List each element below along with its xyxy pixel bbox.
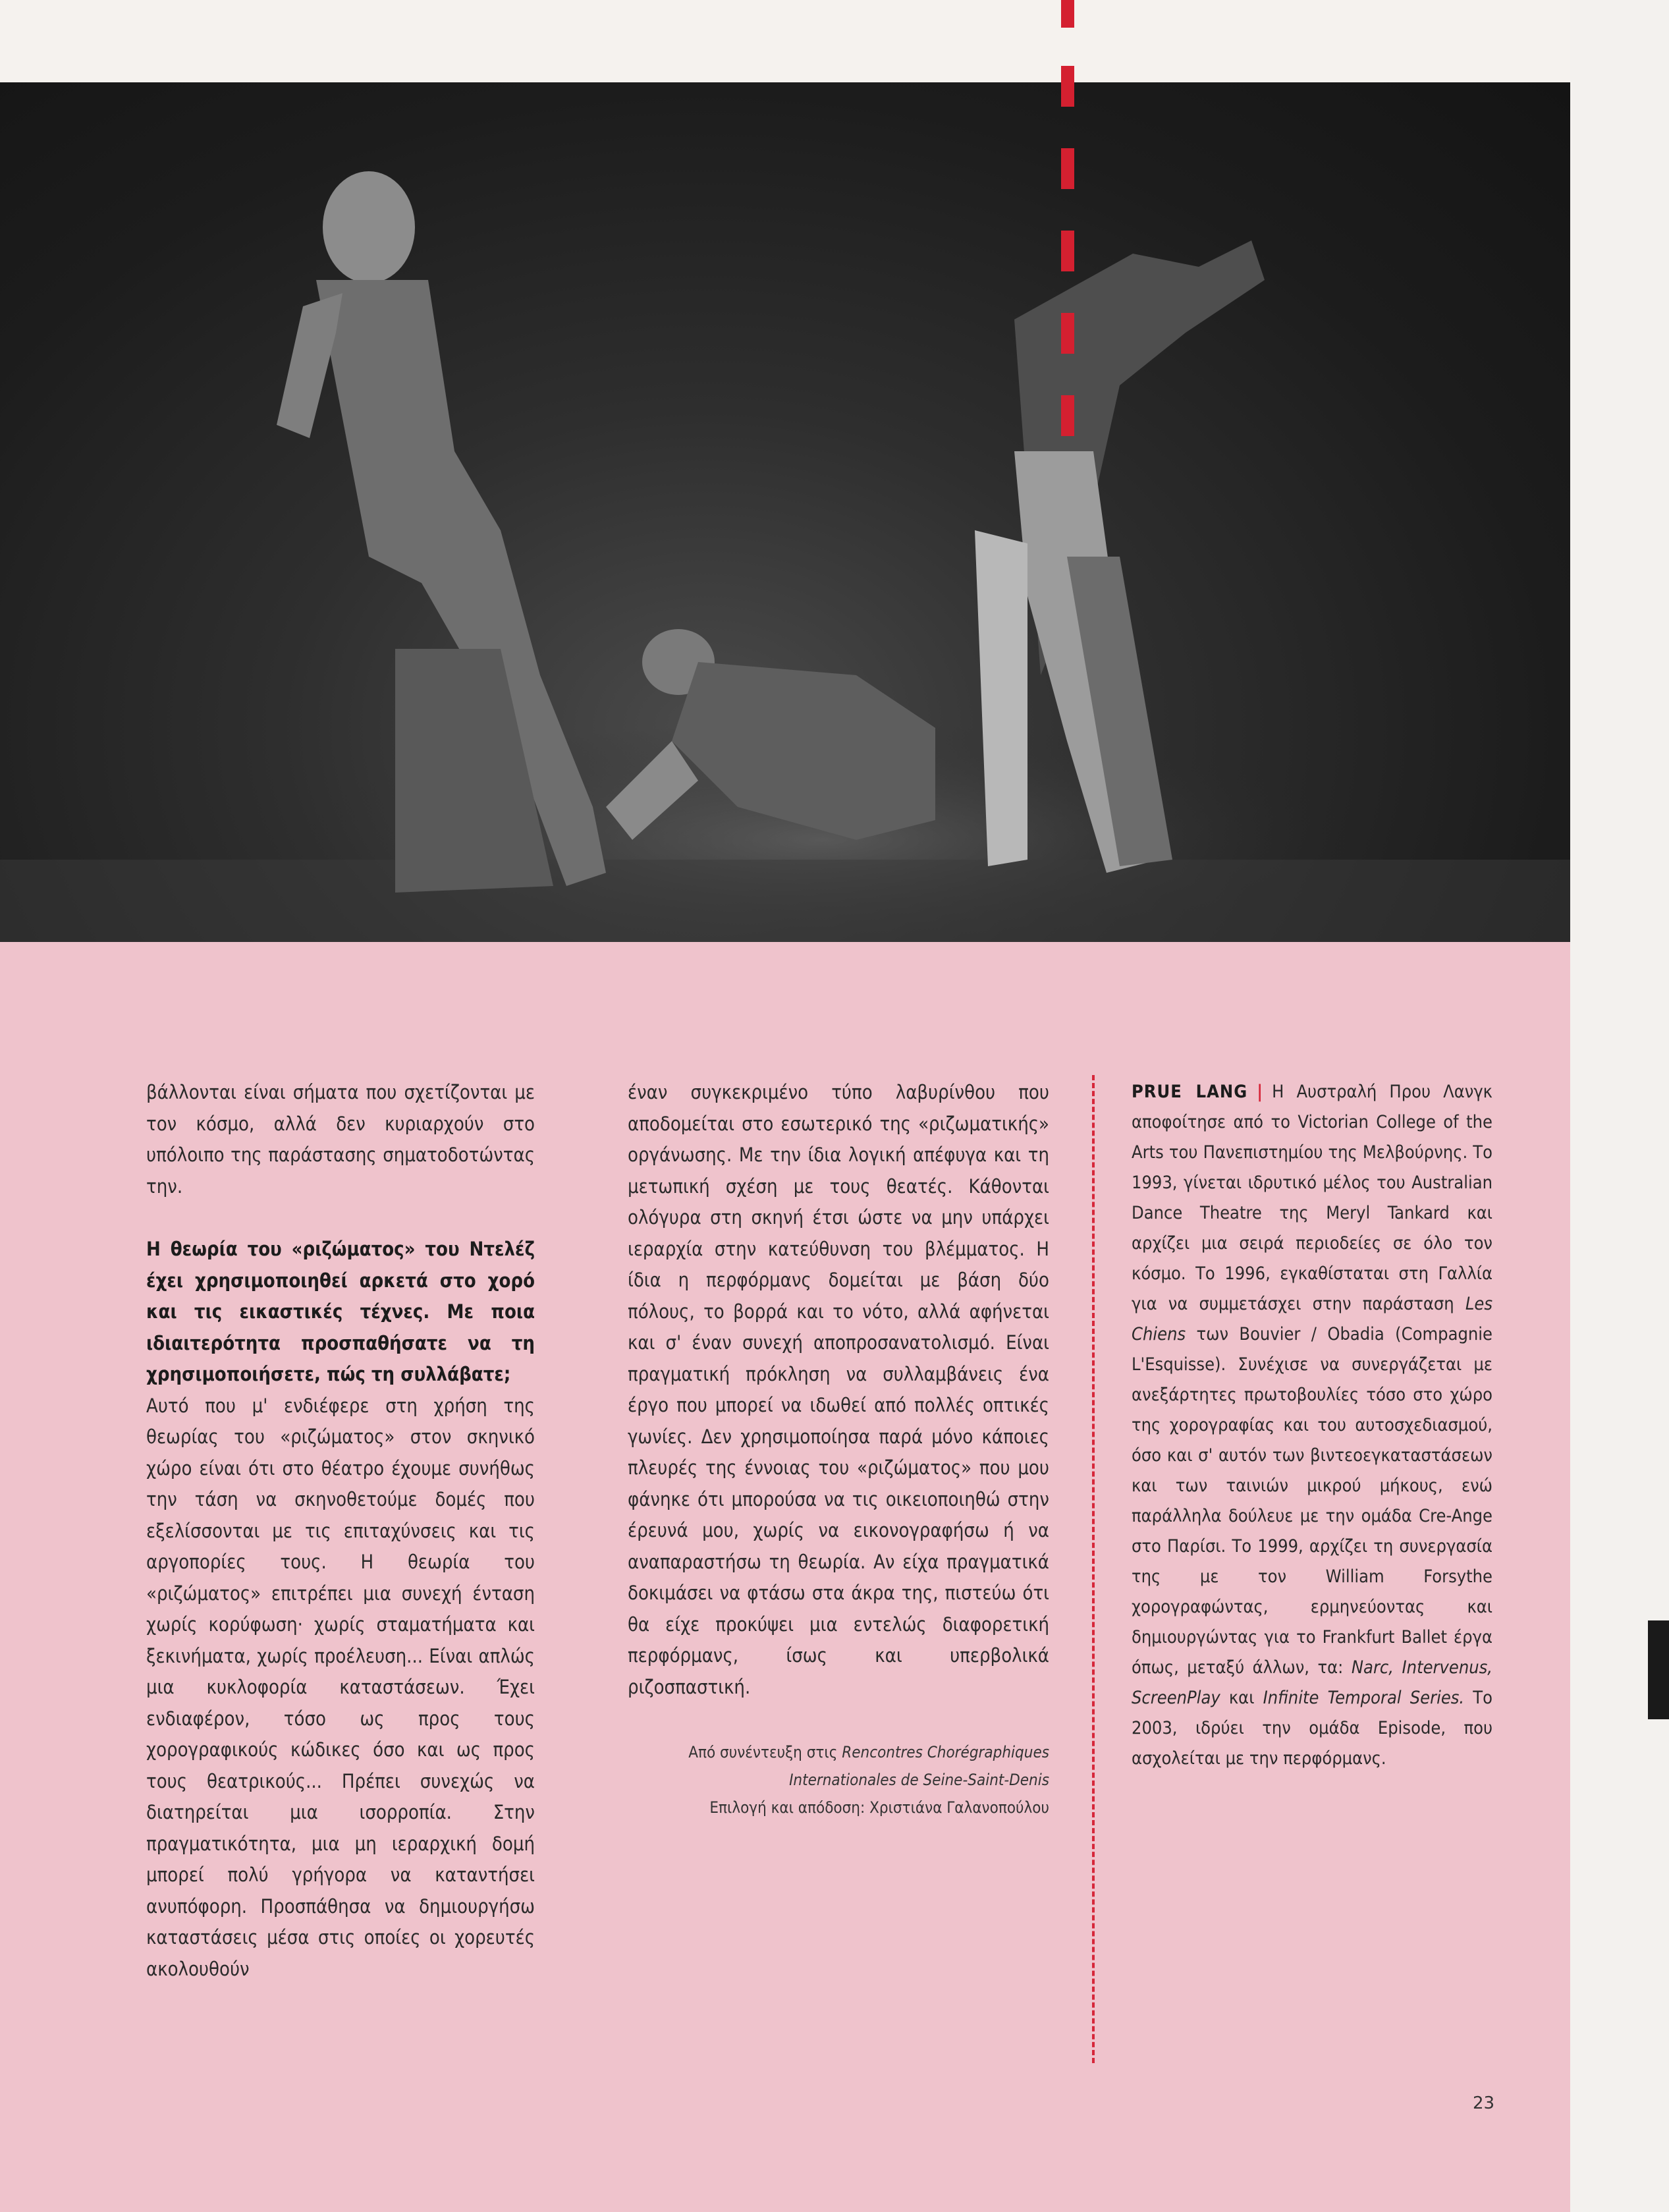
- text-column-1: [146, 1077, 535, 1985]
- bio-separator: |: [1257, 1082, 1263, 1102]
- bio-name: PRUE LANG: [1132, 1082, 1248, 1102]
- bio-paragraph: [1132, 1077, 1492, 1774]
- red-dash-segment: [1061, 313, 1074, 354]
- bio-column: [1132, 1077, 1492, 1774]
- source-credit: [628, 1738, 1049, 1821]
- bio-work: Infinite Temporal Series.: [1263, 1688, 1465, 1708]
- text-column-2: [628, 1077, 1049, 1821]
- bio-text: των Bouvier / Obadia (Compagnie L'Esquisse). Συνέχισε να συνεργάζεται με ανεξάρτητες πρωτοβουλίες τόσο στο χώρο της χορογραφίας και του αυτοσχεδιασμού, όσο και σ' αυτόν των βιντεοεγκαταστάσεων και των ταινιών μικρού μήκους, ενώ παράλληλα δούλευε με την ομάδα Cre-Ange στο Παρίσι. Το 1999, αρχίζει τη συνεργασία της με τον William Forsythe χορογραφώντας, ερμηνεύοντας και δημιουργώντας για το Frankfurt Ballet έργα όπως, μεταξύ άλλων, τα:: [1132, 1324, 1492, 1678]
- dance-photo: [0, 82, 1570, 942]
- interview-question: Η θεωρία του «ριζώματος» του Ντελέζ έχει χρησιμοποιηθεί αρκετά στο χορό και τις εικαστικές τέχνες. Με ποια ιδιαιτερότητα προσπαθήσατε να τη χρησιμοποιήσετε, πώς τη συλλάβατε;: [146, 1238, 535, 1385]
- red-dash-segment: [1061, 395, 1074, 436]
- red-dash-segment: [1061, 148, 1074, 189]
- bio-work: Les Chiens: [1132, 1294, 1492, 1344]
- paragraph: έναν συγκεκριμένο τύπο λαβυρίνθου που αποδομείται στο εσωτερικό της «ριζωματικής» οργάνωσης. Με την ίδια λογική απέφυγα και τη μετωπική σχέση με τους θεατές. Κάθονται ολόγυρα στη σκηνή έτσι ώστε να μην υπάρχει ιεραρχία στην κατεύθυνση του βλέμματος. Η ίδια η περφόρμανς δομείται με βάση δύο πόλους, το βορρά και το νότο, αλλά αφήνεται και σ' έναν συνεχή αποπροσανατολισμό. Είναι πραγματική πρόκληση να συλλαμβάνεις ένα έργο που μπορεί να ιδωθεί από πολλές οπτικές γωνίες. Δεν χρησιμοποίησα παρά μόνο κάποιες πλευρές της έννοιας του «ριζώματος» που μου φάνηκε ότι μπορούσα να τις οικειοποιηθώ στην έρευνά μου, χωρίς να εικονογραφήσω ή να αναπαραστήσω τη θεωρία. Αν είχα πραγματικά δοκιμάσει να φτάσω στα άκρα της, πιστεύω ότι θα είχε προκύψει μια εντελώς διαφορετική περφόρμανς, ίσως και υπερβολικά ριζοσπαστική.: [628, 1081, 1049, 1698]
- page-edge-tab: [1648, 1620, 1669, 1719]
- bio-text: και: [1220, 1688, 1263, 1708]
- dance-photo-illustration: [0, 82, 1570, 942]
- red-dash-segment: [1061, 0, 1074, 28]
- bio-works: Narc, Intervenus, ScreenPlay: [1132, 1657, 1492, 1708]
- bio-text: Το 2003, ιδρύει την ομάδα Episode, που ασχολείται με την περφόρμανς.: [1132, 1688, 1492, 1769]
- bio-text: Η Αυστραλή Πρου Λανγκ αποφοίτησε από το Victorian College of the Arts του Πανεπιστημίου της Μελβούρνης. Το 1993, γίνεται ιδρυτικό μέλος του Australian Dance Theatre της Meryl Tankard και αρχίζει μια σειρά περιοδείες σε όλο τον κόσμο. Το 1996, εγκαθίσταται στη Γαλλία για να συμμετάσχει στην παράσταση: [1132, 1082, 1492, 1314]
- paragraph: Αυτό που μ' ενδιέφερε στη χρήση της θεωρίας του «ριζώματος» στον σκηνικό χώρο είναι ότι στο θέατρο έχουμε συνήθως την τάση να σκηνοθετούμε δομές που εξελίσσονται με τις επιταχύνσεις και τις αργοπορίες τους. Η θεωρία του «ριζώματος» επιτρέπει μια συνεχή ένταση χωρίς κορύφωση· χωρίς σταματήματα και ξεκινήματα, χωρίς προέλευση... Είναι απλώς μια κυκλοφορία καταστάσεων. Έχει ενδιαφέρον, τόσο ως προς τους χορογραφικούς κώδικες όσο και ως προς τους θεατρικούς... Πρέπει συνεχώς να διατηρείται μια ισορροπία. Στην πραγματικότητα, μια μη ιεραρχική δομή μπορεί πολύ γρήγορα να καταντήσει ανυπόφορη. Προσπάθησα να δημιουργήσω καταστάσεις μέσα στις οποίες οι χορευτές ακολουθούν: [146, 1394, 535, 1980]
- dashed-divider: [1092, 1075, 1095, 2063]
- red-dash-segment: [1061, 231, 1074, 271]
- red-dash-segment: [1061, 66, 1074, 107]
- credit-prefix: Από συνέντευξη στις: [688, 1743, 842, 1761]
- credit-event: Rencontres Chorégraphiques Internationales de Seine-Saint-Denis: [789, 1743, 1049, 1789]
- page-edge: [1570, 0, 1669, 2212]
- page-number: 23: [1473, 2093, 1495, 2113]
- paragraph: βάλλονται είναι σήματα που σχετίζονται με τον κόσμο, αλλά δεν κυριαρχούν στο υπόλοιπο της παράστασης σηματοδοτώντας την.: [146, 1081, 535, 1198]
- dancer-standing-left: [277, 171, 606, 893]
- credit-translation: Επιλογή και απόδοση: Χριστιάνα Γαλανοπούλου: [709, 1798, 1049, 1817]
